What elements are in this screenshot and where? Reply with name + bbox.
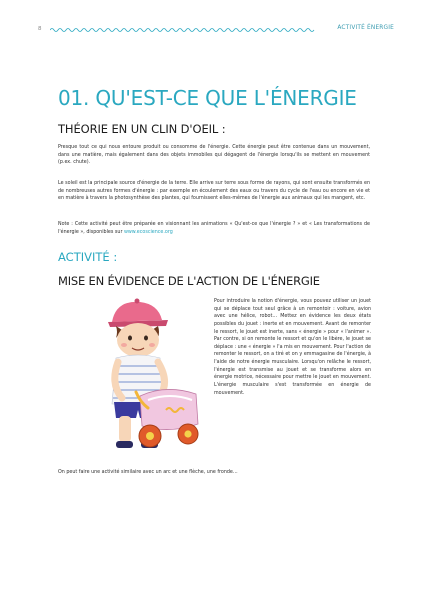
boy-pushing-toy-car-illustration xyxy=(88,296,204,462)
activity-description: Pour introduire la notion d'énergie, vous pouvez utiliser un jouet qui se déplace tout seul grâce à un remontoir : voiture, avion avec une hélice, robot… Mettez en évidence les deux états possibles du jouet : inerte et en mouvement. Avant de remonter le ressort, le jouet est inerte, sans « énergie » pour « l'animer ». Par contre, si on remonte le ressort et qu'on le libère, le jouet se déplace : une « énergie » l'a mis en mouvement. Pour l'action de remonter le ressort, on a tiré et on y emmagasine de l'énergie, à l'aide de notre énergie musculaire. Lorsqu'on relâche le ressort, l'énergie est transmise au jouet et se transforme alors en énergie motrice, nécessaire pour mettre le jouet en mouvement. L'énergie musculaire s'est transformée en énergie de mouvement. xyxy=(214,299,371,396)
theory-paragraph-2: Le soleil est la principale source d'énergie de la terre. Elle arrive sur terre sous forme de rayons, qui sont ensuite transformés en de nombreuses autres formes d'énergie : par exemple en écoulement des eaux ou travers du cycle de l'eau ou encore en vie et en matière à travers la photosynthèse des plantes, qui fournissent elles-mêmes de l'énergie aux animaux qui les mangent, etc. xyxy=(58,181,370,202)
page-title: 01. QU'EST-CE QUE L'ÉNERGIE xyxy=(58,86,357,110)
activity-footer-note: On peut faire une activité similaire avec un arc et une flèche, une fronde… xyxy=(58,470,238,475)
page-number: 8 xyxy=(38,26,42,32)
page-header xyxy=(38,25,394,39)
activity-title: MISE EN ÉVIDENCE DE L'ACTION DE L'ÉNERGIE xyxy=(58,274,320,288)
note-link[interactable]: www.ecoscience.org xyxy=(123,229,173,235)
theory-subtitle: THÉORIE EN UN CLIN D'OEIL : xyxy=(58,122,226,136)
note-text: Note : Cette activité peut être préparée en visionnant les animations « Qu'est-ce que l'énergie ? » et « Les transformations de l'énergie », disponibles sur xyxy=(58,222,370,235)
theory-paragraph-1: Presque tout ce qui nous entoure produit ou consomme de l'énergie. Cette énergie peut être contenue dans un mouvement, dans une matière, mais également dans des objets immobiles qui dégagent de l'énergie lorsqu'ils se mettent en mouvement (p.ex. chute). xyxy=(58,145,370,166)
activity-label: ACTIVITÉ : xyxy=(58,250,118,264)
section-label: ACTIVITÉ ÉNERGIE xyxy=(337,25,394,31)
theory-note xyxy=(58,221,370,236)
decorative-wave-line xyxy=(50,27,320,33)
